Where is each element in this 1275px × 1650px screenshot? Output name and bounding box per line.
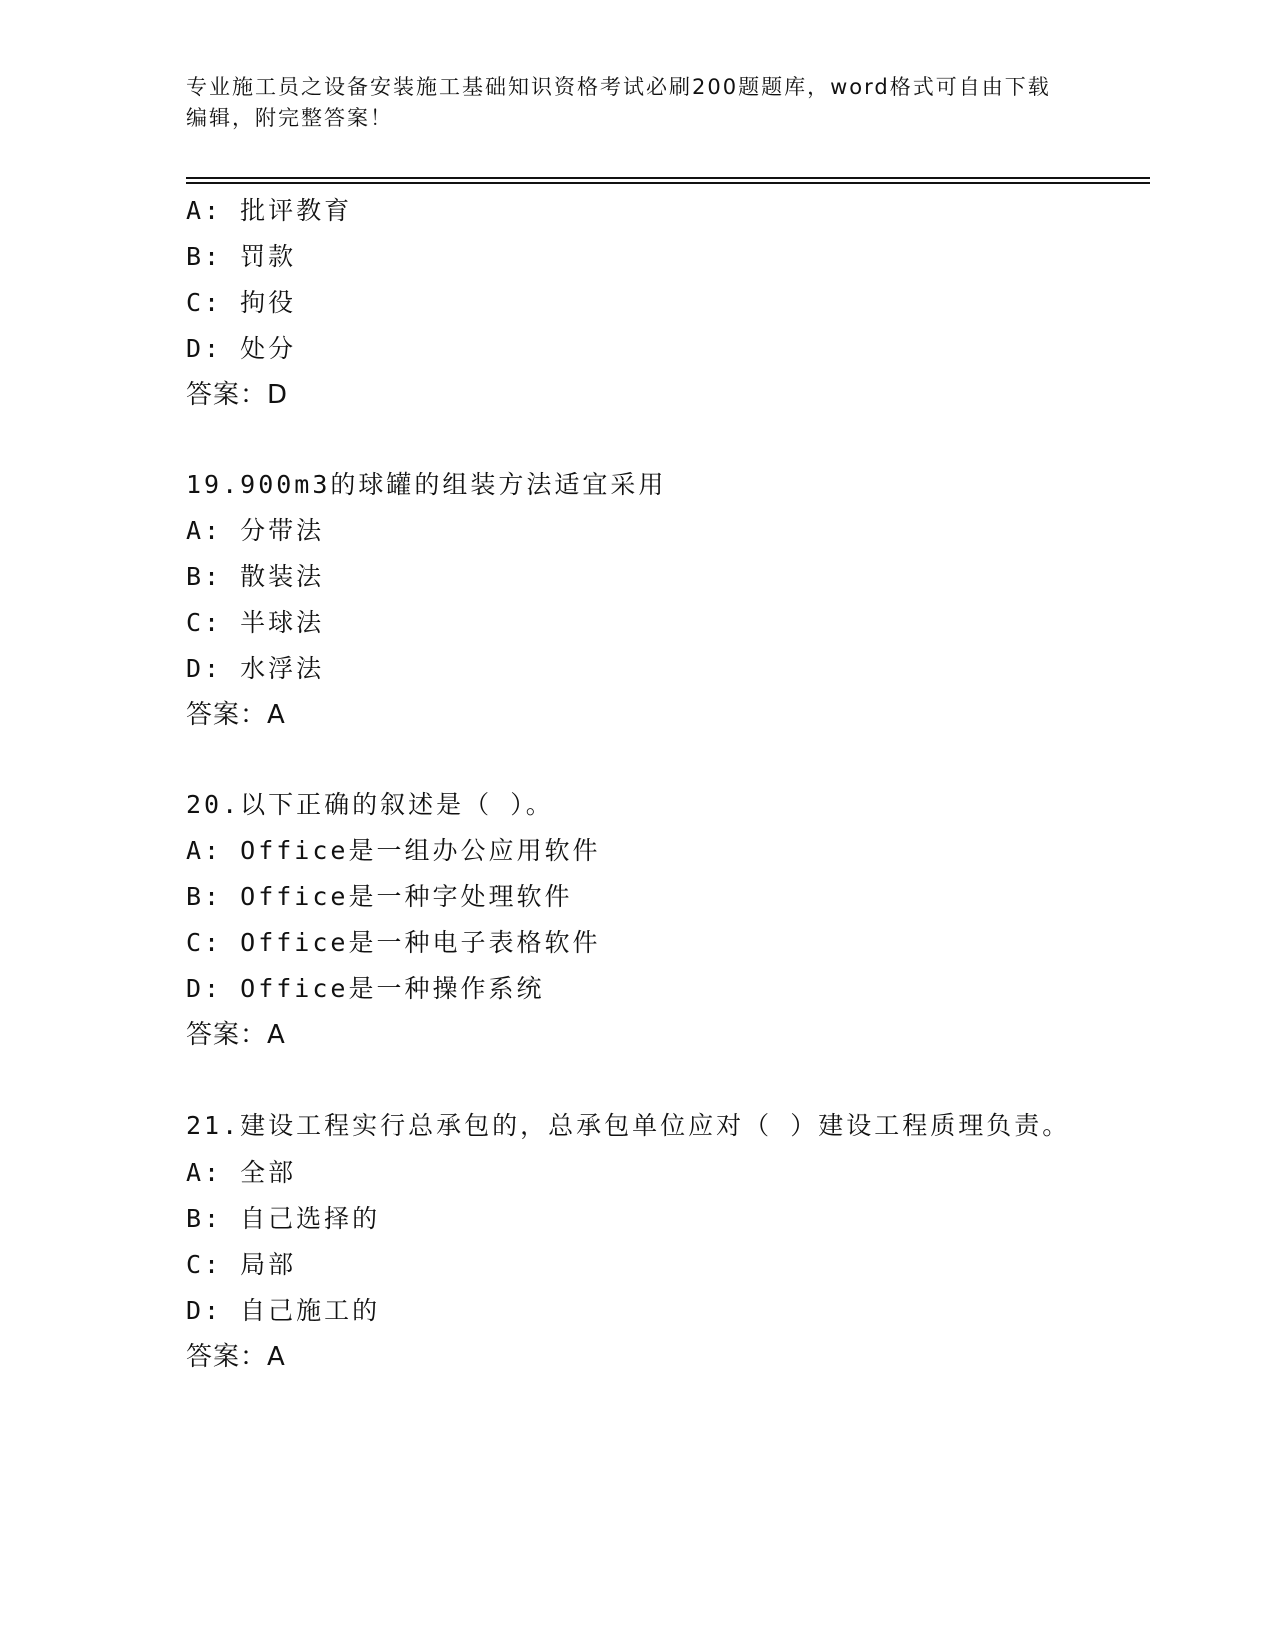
header-rule-bottom: [186, 182, 1150, 184]
option-c: C: 局部: [186, 1250, 297, 1279]
block-spacer: [186, 418, 1146, 462]
question-block: [186, 188, 1146, 418]
answer: 答案：A: [186, 1020, 286, 1050]
header-rule-top: [186, 177, 1150, 179]
option-d: D: 处分: [186, 334, 297, 363]
option-d: D: 水浮法: [186, 654, 325, 683]
question-text: 20.以下正确的叙述是（ ）。: [186, 790, 554, 819]
block-spacer: [186, 738, 1146, 782]
block-spacer: [186, 1058, 1146, 1102]
option-c: C: 拘役: [186, 288, 297, 317]
option-a: A: 分带法: [186, 516, 325, 545]
question-block: [186, 462, 1146, 738]
option-d: D: 自己施工的: [186, 1296, 381, 1325]
question-text: 19.900m3的球罐的组装方法适宜采用: [186, 470, 667, 499]
question-block: [186, 1102, 1146, 1380]
option-b: B: 罚款: [186, 242, 297, 271]
option-b: B: 散装法: [186, 562, 325, 591]
header-text: 专业施工员之设备安装施工基础知识资格考试必刷200题题库，word格式可自由下载编辑，附完整答案！: [186, 75, 1051, 130]
option-c: C: 半球法: [186, 608, 325, 637]
question-block: [186, 782, 1146, 1058]
option-b: B: Office是一种字处理软件: [186, 882, 573, 911]
option-a: A: 批评教育: [186, 196, 353, 225]
question-list: [186, 188, 1146, 1380]
answer: 答案：A: [186, 700, 286, 730]
option-c: C: Office是一种电子表格软件: [186, 928, 601, 957]
option-d: D: Office是一种操作系统: [186, 974, 545, 1003]
question-text: 21.建设工程实行总承包的，总承包单位应对（ ）建设工程质理负责。: [186, 1111, 1071, 1140]
document-header: [186, 72, 1066, 134]
option-a: A: 全部: [186, 1158, 297, 1187]
option-a: A: Office是一组办公应用软件: [186, 836, 601, 865]
option-b: B: 自己选择的: [186, 1204, 381, 1233]
answer: 答案：D: [186, 380, 289, 410]
answer: 答案：A: [186, 1342, 286, 1372]
